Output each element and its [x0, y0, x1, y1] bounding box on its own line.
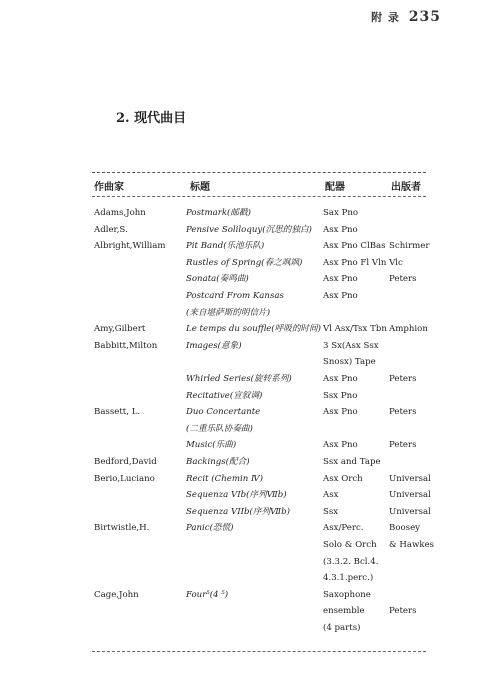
title-cell: Postmark(邮戳): [186, 208, 251, 218]
composer-cell: Albright,William: [94, 241, 166, 252]
running-head-label: 附 录: [371, 11, 400, 24]
title-cell: Sequenza VIb(序列Ⅶb): [186, 490, 287, 501]
table-row: [0, 455, 477, 470]
title-cell: Duo Concertante: [186, 407, 261, 418]
publisher-cell: Universal: [389, 490, 431, 501]
instrumentation-cell: Asx Pno: [323, 440, 358, 451]
composer-cell: Cage,John: [94, 589, 139, 600]
table-row: [0, 488, 477, 503]
instrumentation-cell: Vl Asx/Tsx Tbn: [323, 324, 387, 335]
title-cell: (来自堪萨斯的明信片): [186, 307, 271, 318]
instrumentation-cell: Ssx Pno: [323, 390, 358, 401]
title-cell: Rustles of Spring(春之飒飒): [186, 257, 303, 268]
title-cell: Music(乐曲): [186, 440, 237, 451]
table-row: [0, 256, 477, 271]
table-row: [0, 621, 477, 636]
instrumentation-cell: Asx: [323, 490, 339, 501]
table-row: [0, 272, 477, 287]
instrumentation-cell: Saxophone: [323, 589, 371, 600]
title-cell: Backings(配合): [186, 457, 250, 467]
composer-cell: Adams,John: [94, 208, 146, 218]
instrumentation-cell: Asx/Perc.: [323, 523, 364, 534]
publisher-cell: Peters: [389, 407, 417, 418]
instrumentation-cell: Asx Pno: [323, 407, 358, 418]
instrumentation-cell: Asx Pno ClBas: [323, 241, 386, 252]
table-row: [0, 472, 477, 487]
header-composer: 作曲家: [94, 182, 124, 193]
instrumentation-cell: 3 Sx(Asx Ssx: [323, 340, 379, 351]
instrumentation-cell: Asx Pno: [323, 224, 358, 235]
table-row: [0, 571, 477, 586]
composer-cell: Babbitt,Milton: [94, 340, 158, 351]
instrumentation-cell: Asx Orch: [323, 473, 363, 484]
section-title: 2. 现代曲目: [116, 111, 187, 126]
instrumentation-cell: ensemble: [323, 606, 365, 617]
instrumentation-cell: Asx Pno: [323, 374, 358, 384]
table-row: [0, 322, 477, 337]
table-row: [0, 206, 477, 221]
publisher-cell: Universal: [389, 473, 431, 484]
title-cell: Images(意象): [186, 340, 242, 351]
publisher-cell: Peters: [389, 274, 417, 285]
title-cell: Whirled Series(旋转系列): [186, 374, 292, 384]
title-cell: Recit (Chemin Ⅳ): [186, 473, 263, 484]
instrumentation-cell: Ssx and Tape: [323, 457, 381, 467]
table-row: [0, 521, 477, 536]
publisher-cell: Universal: [389, 506, 431, 517]
title-cell: Le temps du souffle(呼吸的时间): [186, 324, 321, 335]
title-cell: (二重乐队协奏曲): [186, 423, 253, 434]
instrumentation-cell: (4 parts): [323, 623, 361, 633]
table-row: [0, 538, 477, 553]
instrumentation-cell: Snosx) Tape: [323, 357, 376, 368]
composer-cell: Bedford,David: [94, 457, 157, 467]
instrumentation-cell: Sax Pno: [323, 208, 359, 218]
title-cell: Pit Band(乐池乐队): [186, 241, 265, 252]
table-row: [0, 505, 477, 520]
table-row: [0, 438, 477, 453]
instrumentation-cell: 4.3.1.perc.): [323, 573, 374, 584]
publisher-cell: Peters: [389, 374, 417, 384]
composer-cell: Birtwistle,H.: [94, 523, 150, 534]
composer-cell: Adler,S.: [94, 224, 128, 235]
table-row: [0, 239, 477, 254]
table-row: [0, 588, 477, 603]
instrumentation-cell: Solo & Orch: [323, 540, 377, 550]
table-row: [0, 604, 477, 619]
table-row: [0, 223, 477, 238]
publisher-cell: Schirmer: [389, 241, 430, 252]
table-row: [0, 306, 477, 321]
page-number: 235: [408, 9, 441, 25]
title-cell: Pensive Soliloquy(沉思的独白): [186, 224, 312, 235]
table-bottom-rule: [92, 651, 426, 652]
table-top-rule: [92, 172, 426, 173]
title-cell: Recitative(宣叙调): [186, 390, 263, 401]
table-row: [0, 289, 477, 304]
header-publisher: 出版者: [391, 182, 421, 193]
composer-cell: Bassett, L.: [94, 407, 141, 418]
running-head: [371, 9, 441, 25]
instrumentation-cell: Asx Pno Fl Vln Vlc: [323, 257, 403, 268]
table-header-rule: [92, 196, 426, 197]
instrumentation-cell: Asx Pno: [323, 274, 358, 285]
table-row: [0, 339, 477, 354]
table-row: [0, 422, 477, 437]
header-instrumentation: 配器: [325, 182, 345, 193]
table-row: [0, 405, 477, 420]
table-row: [0, 372, 477, 387]
header-title: 标题: [190, 182, 210, 193]
table-row: [0, 555, 477, 570]
title-cell: Postcard From Kansas: [186, 291, 284, 301]
instrumentation-cell: (3.3.2. Bcl.4.: [323, 556, 379, 567]
title-cell: Sonata(奏鸣曲): [186, 274, 249, 285]
composer-cell: Berio,Luciano: [94, 473, 155, 484]
publisher-cell: Peters: [389, 440, 417, 451]
table-row: [0, 389, 477, 404]
publisher-cell: Peters: [389, 606, 417, 617]
instrumentation-cell: Asx Pno: [323, 291, 358, 301]
publisher-cell: Boosey: [389, 523, 421, 534]
publisher-cell: Amphion: [389, 324, 428, 335]
title-cell: Sequenza VIIb(序列Ⅶb): [186, 506, 290, 517]
publisher-cell: & Hawkes: [389, 540, 435, 550]
title-cell: Four⁵(4 ⁵): [186, 589, 229, 600]
composer-cell: Amy,Gilbert: [94, 324, 146, 335]
instrumentation-cell: Ssx: [323, 506, 339, 517]
table-row: [0, 355, 477, 370]
title-cell: Panic(恐慌): [186, 523, 234, 534]
